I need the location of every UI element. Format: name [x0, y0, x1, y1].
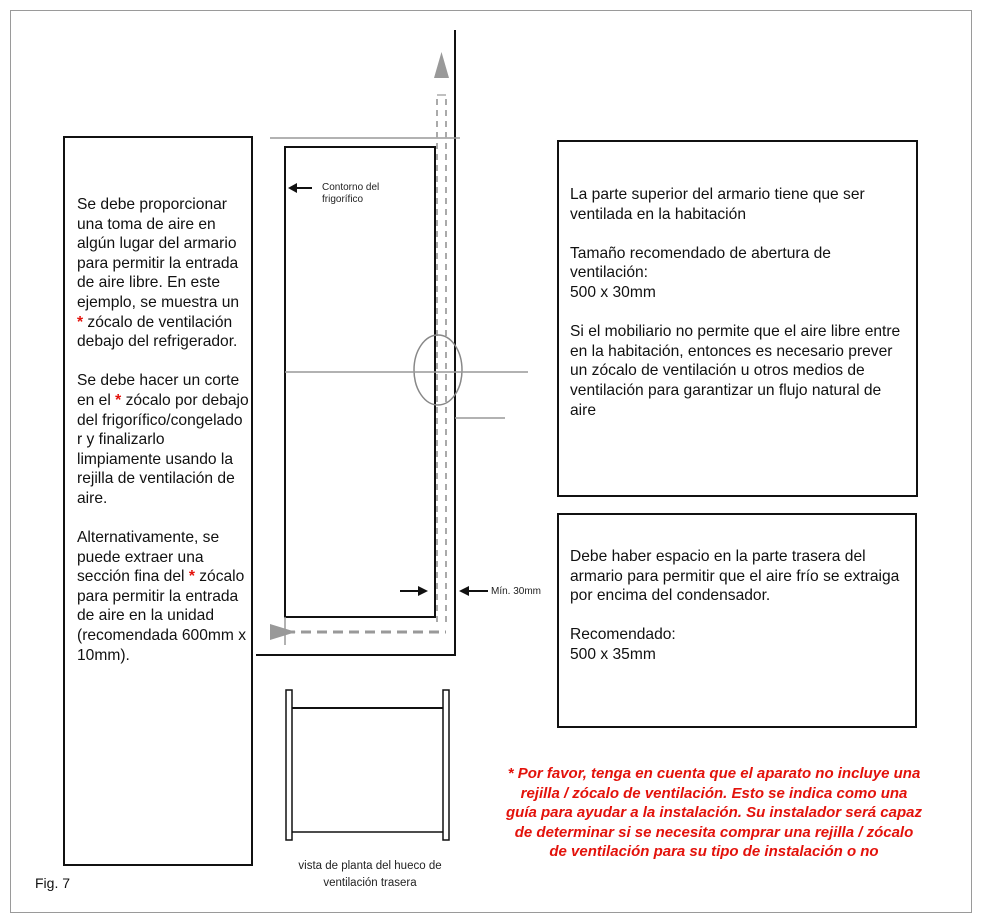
- top-right-para-3: Si el mobiliario no permite que el aire libre entre en la habitación, entonces es necesario prever un zócalo de ventilación u otros medios de ventilación para garantizar un flujo natural de aire: [570, 323, 901, 419]
- airflow-intake-arrow-icon: [270, 624, 296, 640]
- min-gap-arrow-left-icon: [418, 586, 428, 596]
- contour-arrow-icon: [288, 183, 297, 193]
- min-gap-arrow-right-icon: [459, 586, 469, 596]
- bottom-right-para-1: Debe haber espacio en la parte trasera del armario para permitir que el aire frío se extraiga por encima del condensador.: [570, 548, 900, 605]
- bottom-right-para-2b: 500 x 35mm: [570, 645, 656, 663]
- left-para-2-start: Se debe hacer un corte en el: [77, 372, 240, 409]
- left-para-2-end: zócalo por debajo del frigorífico/congelado r y finalizarlo limpiamente usando la rejilla de ventilación de aire.: [77, 391, 249, 507]
- red-note: * Por favor, tenga en cuenta que el aparato no incluye una rejilla / zócalo de ventilación. Esto se indica como una guía para ayudar a la instalación. Su instalador será capaz de determinar si se necesita comprar una rejilla / zócalo de ventilación para su tipo de instalación o no: [506, 765, 922, 860]
- min-gap-label: Mín. 30mm: [491, 586, 542, 597]
- top-right-para-2b: 500 x 30mm: [570, 283, 656, 301]
- top-right-para-1: La parte superior del armario tiene que ser ventilada en la habitación: [570, 186, 865, 223]
- plan-view-caption: vista de planta del hueco de ventilación trasera: [298, 860, 442, 889]
- contour-label: Contorno del frigorífico: [322, 182, 380, 205]
- bottom-right-para-2a: Recomendado:: [570, 626, 676, 644]
- plan-left-side: [286, 690, 292, 840]
- asterisk-mark: *: [115, 391, 122, 409]
- figure-label: Fig. 7: [35, 875, 71, 891]
- asterisk-mark: *: [188, 568, 195, 586]
- left-para-1-end: zócalo de ventilación debajo del refrigerador.: [77, 313, 238, 351]
- asterisk-mark: *: [77, 313, 84, 331]
- top-right-para-2a: Tamaño recomendado de abertura de ventilación:: [570, 244, 831, 282]
- airflow-up-arrow-icon: [434, 52, 449, 78]
- refrigerator-outline: [285, 147, 435, 617]
- left-para-1-start: Se debe proporcionar una toma de aire en algún lugar del armario para permitir la entrada de aire libre. En este ejemplo, se muestra un: [77, 196, 240, 311]
- plan-right-side: [443, 690, 449, 840]
- left-para-3-start: Alternativamente, se puede extraer una sección fina del: [77, 529, 220, 586]
- left-para-3-end: zócalo para permitir la entrada de aire en la unidad (recomendada 600mm x 10mm).: [77, 568, 247, 664]
